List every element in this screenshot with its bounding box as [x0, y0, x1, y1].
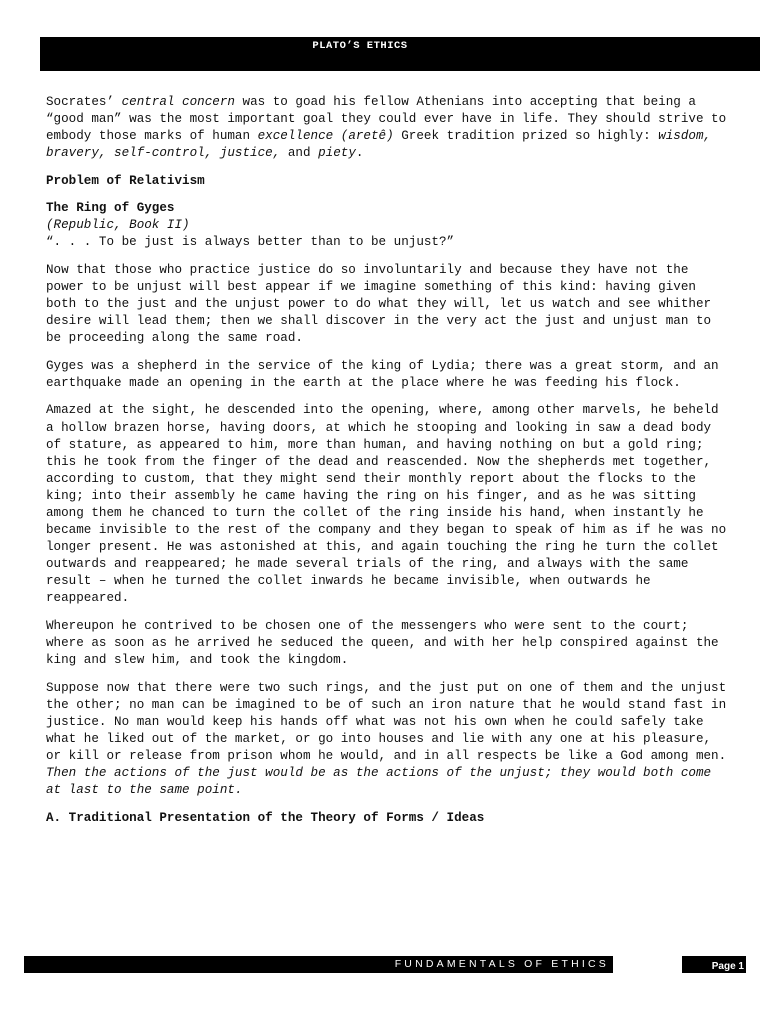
paragraph-1: Now that those who practice justice do so involuntarily and because they have not the power to be unjust will best appear if we imagine something of this kind: having given both to the just and the unjust power to do what they will, let us watch and see whither desire will lead them; then we shall discover in the very act the just and unjust man to be proceeding along the same road.: [46, 262, 712, 346]
intro-text: Socrates’: [46, 95, 122, 109]
section-heading-a: A. Traditional Presentation of the Theory of Forms / Ideas: [46, 810, 485, 825]
footer-title: FUNDAMENTALS OF ETHICS: [394, 958, 609, 970]
section-heading-relativism: Problem of Relativism: [46, 173, 205, 188]
ring-of-gyges-title: The Ring of Gyges: [46, 200, 175, 215]
intro-emphasis: piety: [318, 146, 356, 161]
paragraph-5-text: Suppose now that there were two such rings, and the just put on one of them and the unjust the other; no man can be imagined to be of such an iron nature that he would stand fast in justice. No man would keep his hands off what was not his own when he could safely take what he liked out of the market, or go into houses and lie with any one at his pleasure, or kill or release from prison whom he would, and in all respects be like a God among men.: [46, 680, 727, 764]
intro-emphasis: central concern: [121, 95, 235, 109]
intro-paragraph: [46, 94, 732, 162]
paragraph-3: Amazed at the sight, he descended into the opening, where, among other marvels, he beheld a hollow brazen horse, having doors, at which he stooping and looking in saw a dead body of stature, as appeared to him, more than human, and having nothing on but a gold ring; this he took from the finger of the dead and reascended. Now the shepherds met together, according to custom, that they might send their monthly report about the flocks to the king; into their assembly he came having the ring on his finger, and as he was sitting among them he chanced to turn the collet of the ring inside his hand, when instantly he became invisible to the rest of the company and they began to speak of him as if he was no longer present. He was astonished at this, and again touching the ring he turn the collet outwards and reappeared; he made several trials of the ring, and always with the same result – when he turned the collet inwards he became invisible, when outwards he reappeared.: [46, 403, 727, 606]
intro-text: was to goad his fellow Athenians into accepting that being a “good man” was the most important goal they could ever have in life. They should strive to embody those marks of human: [46, 95, 727, 144]
header-bar: [40, 37, 760, 71]
intro-text: and: [280, 146, 319, 161]
ring-of-gyges-block: [46, 200, 732, 251]
intro-text: Greek tradition prized so highly:: [393, 129, 659, 144]
footer-bar: [24, 956, 613, 973]
source-citation: [46, 217, 732, 234]
source-citation-text: (Republic, Book II): [46, 218, 190, 233]
paragraph-5-emphasis: Then the actions of the just would be as the actions of the unjust; they would both come at last to the same point.: [46, 766, 712, 798]
paragraph-2: Gyges was a shepherd in the service of the king of Lydia; there was a great storm, and an earthquake made an opening in the earth at the place where he was feeding his flock.: [46, 358, 719, 390]
page-number: Page 1: [711, 961, 744, 972]
paragraph-5: [46, 680, 732, 800]
intro-emphasis: excellence (aretê): [257, 129, 394, 144]
page-number-box: [682, 956, 746, 973]
intro-text: .: [355, 146, 364, 161]
intro-emphasis: wisdom, bravery, self-control, justice,: [46, 129, 712, 161]
opening-quote: “. . . To be just is always better than to be unjust?”: [46, 235, 455, 250]
document-body: [46, 94, 732, 837]
paragraph-4: Whereupon he contrived to be chosen one of the messengers who were sent to the court; where as soon as he arrived he seduced the queen, and with her help conspired against the king and slew him, and took the kingdom.: [46, 619, 719, 668]
document-title: PLATO’S ETHICS: [312, 40, 408, 52]
